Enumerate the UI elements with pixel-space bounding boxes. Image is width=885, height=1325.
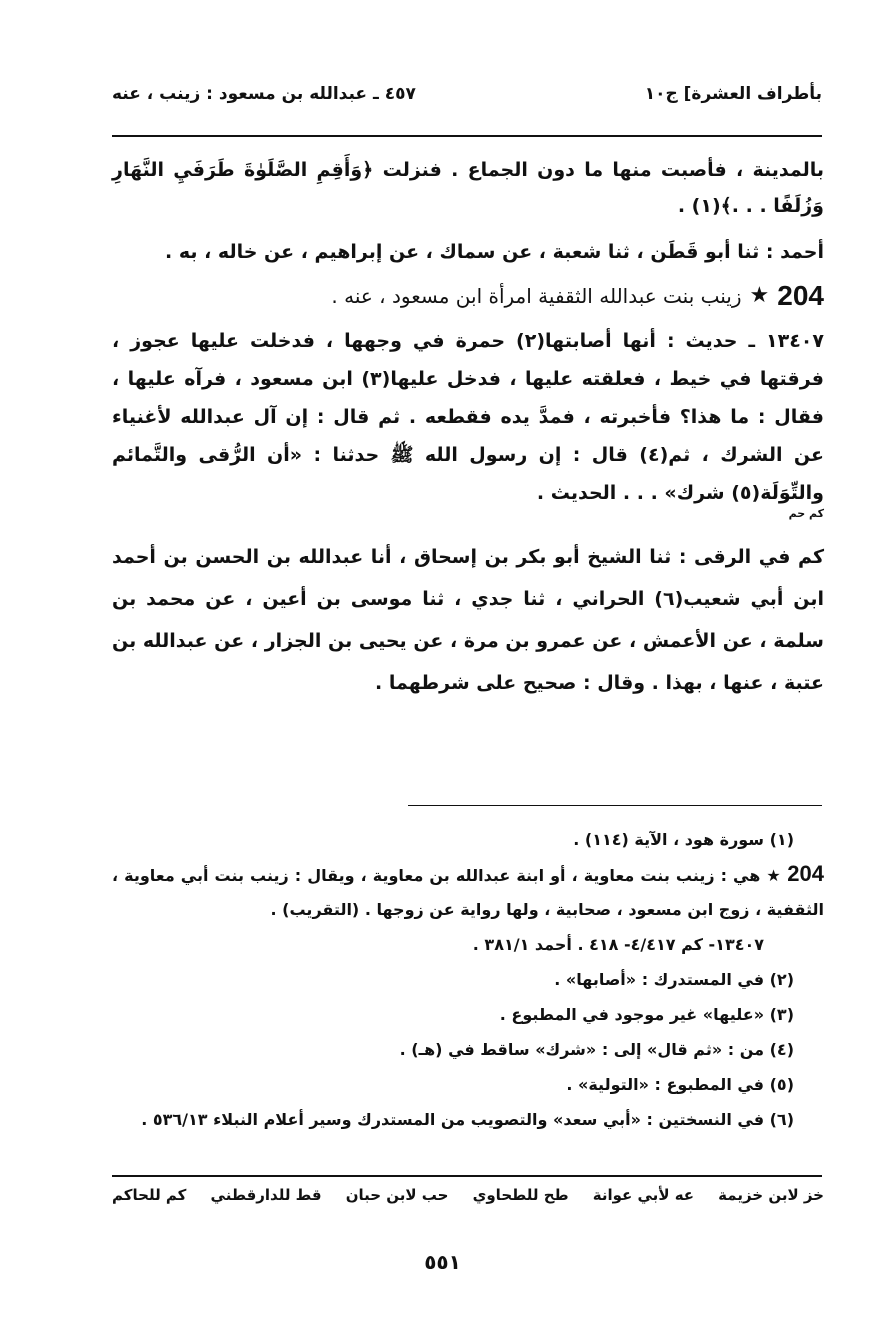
abbr-1: خز لابن خزيمة	[718, 1186, 824, 1204]
abbr-2: عه لأبي عوانة	[592, 1186, 695, 1204]
header-rule	[112, 135, 822, 137]
hadith-number: ١٣٤٠٧	[766, 330, 824, 352]
footnotes	[112, 822, 824, 1137]
footnote-3: (٣) «عليها» غير موجود في المطبوع .	[499, 1005, 794, 1024]
hadith-sigla: كم حم	[788, 507, 824, 520]
paragraph-isnad: أحمد : ثنا أبو قَطَن ، ثنا شعبة ، عن سماك ، عن إبراهيم ، عن خاله ، به .	[165, 241, 824, 263]
footnote-2: (٢) في المستدرك : «أصابها» .	[554, 970, 794, 989]
footnote-bio	[112, 857, 824, 927]
footnote-rule	[408, 805, 822, 806]
main-text	[112, 152, 824, 704]
hadith-text	[112, 322, 824, 520]
narrator-heading	[112, 276, 824, 316]
footnote-reference: ١٣٤٠٧- كم ٤/٤١٧- ٤١٨ . أحمد ٣٨١/١ .	[472, 935, 764, 954]
takhrij-paragraph: كم في الرقى : ثنا الشيخ أبو بكر بن إسحاق ، أنا عبدالله بن الحسن بن أحمد ابن أبي شعيب(٦) الحراني ، ثنا جدي ، ثنا موسى بن أعين ، عن محمد بن سلمة ، عن الأعمش ، عن عمرو بن مرة ، عن يحيى بن الجزار ، عن عبدالله بن عتبة ، عنها ، بهذا . وقال : صحيح على شرطهما .	[112, 546, 824, 694]
header-left: ٤٥٧ ـ عبدالله بن مسعود : زينب ، عنه	[112, 84, 416, 104]
abbreviation-rule	[112, 1175, 822, 1177]
abbr-3: طح للطحاوي	[472, 1186, 569, 1204]
footnote-1: (١) سورة هود ، الآية (١١٤) .	[573, 830, 794, 849]
footnote-bio-number: 204	[787, 861, 825, 886]
paragraph-verse: بالمدينة ، فأصبت منها ما دون الجماع . فنزلت ﴿وَأَقِمِ الصَّلَوٰةَ طَرَفَيِ النَّهَارِ وَزُلَفًا . . .﴾(١) .	[112, 159, 824, 217]
footnote-bio-text: هي : زينب بنت معاوية ، أو ابنة عبدالله بن معاوية ، ويقال : زينب بنت أبي معاوية ، الثقفية ، زوج ابن مسعود ، صحابية ، ولها رواية عن زوجها . (التقريب) .	[112, 866, 824, 919]
abbr-6: كم للحاكم	[112, 1186, 187, 1204]
narrator-number: 204	[777, 280, 824, 311]
footnote-4: (٤) من : «ثم قال» إلى : «شرك» ساقط في (هـ) .	[399, 1040, 794, 1059]
header-right: بأطراف العشرة] ج١٠	[644, 84, 822, 104]
abbr-4: حب لابن حبان	[345, 1186, 449, 1204]
abbreviation-key	[112, 1186, 824, 1204]
hadith-body: ـ حديث : أنها أصابتها(٢) حمرة في وجهها ، فدخلت عليها عجوز ، فرقتها في خيط ، فعلقته عليها ، فدخل عليها(٣) ابن مسعود ، فرآه عليها ، فقال : ما هذا؟ فأخبرته ، فمدَّ يده فقطعه . ثم قال : إن آل عبدالله لأغنياء عن الشرك ، ثم(٤) قال : إن رسول الله ﷺ حدثنا : «أن الرُّقى والتَّمائم والتِّوَلَة(٥) شرك» . . . الحديث .	[112, 330, 824, 504]
star-icon: ★	[766, 866, 782, 885]
page-number: ٥٥١	[424, 1250, 461, 1274]
footnote-5: (٥) في المطبوع : «التولية» .	[566, 1075, 794, 1094]
narrator-title: زينب بنت عبدالله الثقفية امرأة ابن مسعود ، عنه .	[331, 284, 742, 308]
abbr-5: قط للدارقطني	[210, 1186, 322, 1204]
footnote-6: (٦) في النسختين : «أبي سعد» والتصويب من المستدرك وسير أعلام النبلاء ٥٣٦/١٣ .	[141, 1110, 794, 1129]
running-header	[112, 84, 822, 104]
star-icon: ★	[749, 283, 770, 308]
